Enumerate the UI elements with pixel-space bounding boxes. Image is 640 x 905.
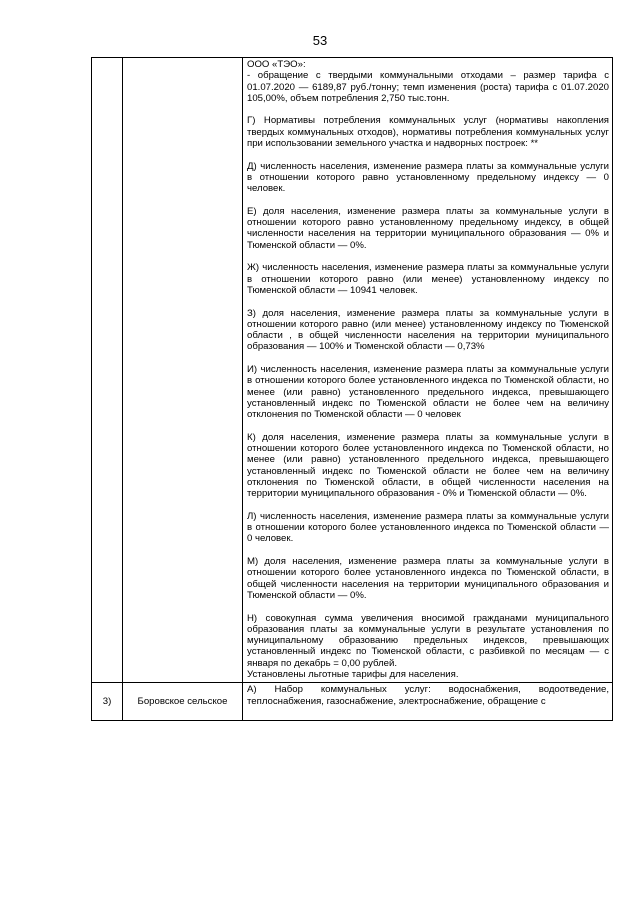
municipality-name-cell: [123, 58, 243, 683]
paragraph-line: Л) численность населения, изменение размера платы за коммунальные услуги в отношении которого более установленного индекса по Тюменской области — 0 человек.: [247, 510, 609, 545]
description-text: А) Набор коммунальных услуг: водоснабжения, водоотведение, теплоснабжения, газоснабжение, электроснабжение, обращение с: [247, 684, 609, 707]
paragraph-line: ООО «ТЭО»:: [247, 59, 306, 70]
description-cell: [243, 683, 613, 721]
paragraph-line: Установлены льготные тарифы для населения.: [247, 669, 459, 681]
table-row: [92, 683, 613, 721]
description-cell: [243, 58, 613, 683]
municipality-name-cell: Боровское сельское: [123, 683, 243, 721]
description-text: [243, 58, 612, 682]
paragraph-line: Н) совокупная сумма увеличения вносимой гражданами муниципального образования платы за коммунальные услуги в результате установления по муниципальному образованию предельных индексов, превышающих установленный индекс по Тюменской области, с разбивкой по месяцам — с января по декабрь = 0,00 рублей.: [247, 612, 609, 669]
paragraph-line: К) доля населения, изменение размера платы за коммунальные услуги в отношении которого более установленного индекса по Тюменской области, но менее (или равно) установленного предельного индекса, превышающего установленный индекс по Тюменской области не более чем на величину отклонения по Тюменской области, в общей численности населения на территории муниципального образования - 0% и Тюменской области — 0%.: [247, 431, 609, 500]
table-row: [92, 58, 613, 683]
paragraph-line: Ж) численность населения, изменение размера платы за коммунальные услуги в отношении которого равно (или менее) установленному индексу по Тюменской области — 10941 человек.: [247, 262, 609, 296]
row-number-cell: [92, 58, 123, 683]
paragraph-line: М) доля населения, изменение размера платы за коммунальные услуги в отношении которого более установленного индекса по Тюменской области, в общей численности населения на территории муниципального образования и Тюменской области — 0%.: [247, 556, 609, 601]
paragraph-line: З) доля населения, изменение размера платы за коммунальные услуги в отношении которого равно (или менее) установленному индексу по Тюменской области , в общей численности населения на территории муниципального образования — 100% и Тюменской области — 0,73%: [247, 307, 609, 353]
row-number-cell: 3): [92, 683, 123, 721]
data-table: [91, 57, 613, 721]
paragraph-line: - обращение с твердыми коммунальными отходами – размер тарифа с 01.07.2020 — 6189,87 руб./тонну; темп изменения (роста) тарифа с 01.07.2020 105,00%, объем потребления 2,750 тыс.тонн.: [247, 70, 609, 104]
paragraph-line: Г) Нормативы потребления коммунальных услуг (нормативы накопления твердых коммунальных отходов), нормативы потребления коммунальных услуг при использовании земельного участка и надворных построек: **: [247, 115, 609, 150]
paragraph-line: Д) численность населения, изменение размера платы за коммунальные услуги в отношении которого равно установленному предельному индексу — 0 человек.: [247, 160, 609, 195]
paragraph-line: И) численность населения, изменение размера платы за коммунальные услуги в отношении которого более установленного индекса по Тюменской области, но менее (или равно) установленного предельного индекса, превышающего установленный индекс по Тюменской области не более чем на величину отклонения по Тюменской области — 0 человек: [247, 364, 609, 421]
paragraph-line: Е) доля населения, изменение размера платы за коммунальные услуги в отношении которого равно установленному предельному индексу, в общей численности населения на территории муниципального образования — 0% и Тюменской области — 0%.: [247, 205, 609, 251]
page-number: 53: [312, 33, 328, 48]
